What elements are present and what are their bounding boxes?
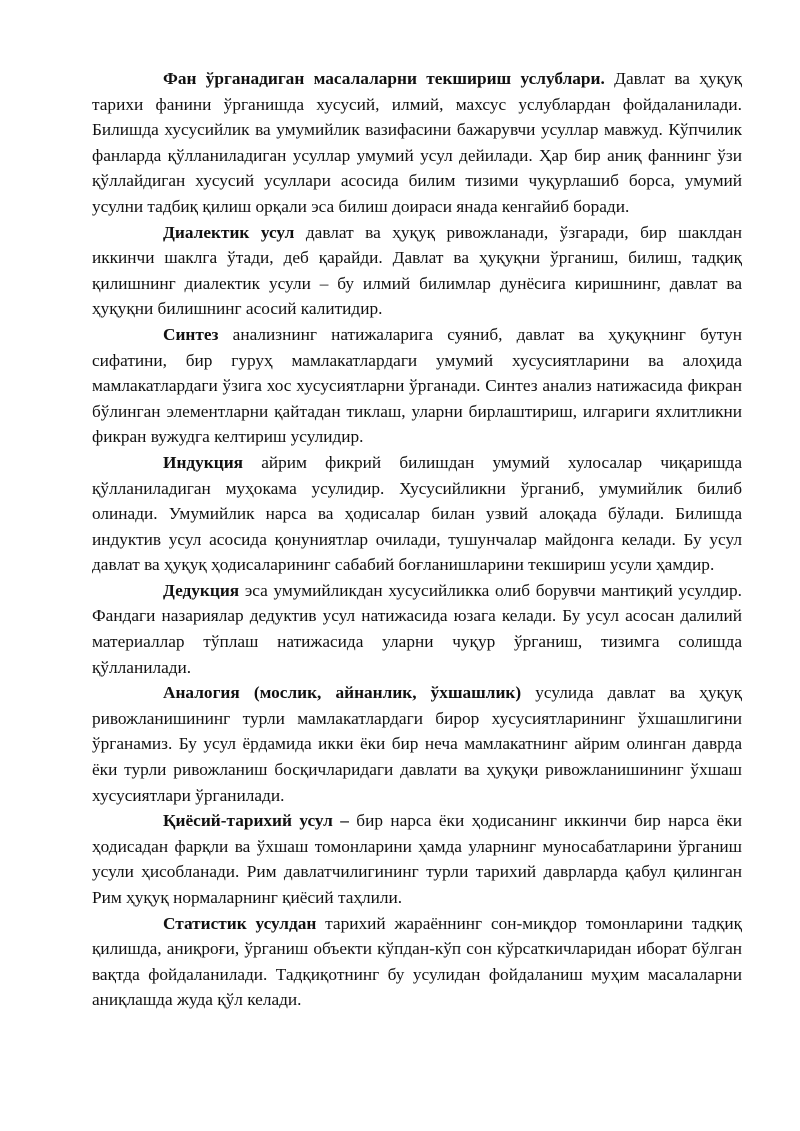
- paragraph-statistical: [92, 911, 742, 1013]
- paragraph-text: эса умумийликдан хусусийликка олиб борувчи мантиқий усулдир. Фандаги назариялар дедуктив усул натижасида юзага келади. Бу усул асосан далилий материаллар тўплаш натижасида уларни чуқур ўрганиш, тизимга солишда қўлланилади.: [92, 580, 742, 677]
- paragraph-text: тарихий жараённинг сон-миқдор томонларини тадқиқ қилишда, аниқроғи, ўрганиш объекти кўпдан-кўп сон кўрсаткичларидан иборат бўлган вақтда фойдаланилади. Тадқиқотнинг бу усулидан фойдаланиш муҳим масалаларни аниқлашда жуда қўл келади.: [92, 913, 743, 1010]
- term-synthesis: Синтез: [163, 324, 219, 344]
- document-page: [92, 66, 742, 1013]
- term-induction: Индукция: [163, 452, 244, 472]
- paragraph-text: анализнинг натижаларига суяниб, давлат ва ҳуқуқнинг бутун сифатини, бир гуруҳ мамлакатлардаги умумий хусусиятларини ва алоҳида мамлакатлардаги ўзига хос хусусиятларни ўрганади. Синтез анализ натижасида фикран бўлинган элементларни қайтадан тиклаш, уларни бирлаштириш, илгариги яхлитликни фикран вужудга келтириш усулидир.: [92, 324, 742, 447]
- term-statistical: Статистик усулдан: [163, 913, 317, 933]
- term-deduction: Дедукция: [163, 580, 240, 600]
- paragraph-induction: [92, 450, 742, 578]
- paragraph-text: усулида давлат ва ҳуқуқ ривожланишининг турли мамлакатлардаги бирор хусусиятларининг ўхшашлигини ўрганамиз. Бу усул ёрдамида икки ёки бир неча мамлакатнинг айрим олинган даврда ёки турли ривожланиш босқичларидаги давлати ва ҳуқуқи ривожланишининг ўхшаш хусусиятлари ўрганилади.: [92, 683, 742, 805]
- term-comparative: Қиёсий-тарихий усул –: [163, 811, 349, 831]
- term-methods: Фан ўрганадиган масалаларни текшириш услублари.: [163, 69, 605, 88]
- term-dialectic: Диалектик усул: [163, 222, 295, 242]
- paragraph-text: бир нарса ёки ҳодисанинг иккинчи бир нарса ёки ҳодисадан фарқли ва ўхшаш томонларини ҳамда уларнинг муносабатларини ўрганиш усули ҳисобланади. Рим давлатчилигининг турли тарихий даврларда қабул қилинган Рим ҳуқуқ нормаларнинг қиёсий таҳлили.: [92, 811, 742, 907]
- paragraph-text: давлат ва ҳуқуқ ривожланади, ўзгаради, бир шаклдан иккинчи шаклга ўтади, деб қарайди. Давлат ва ҳуқуқни ўрганиш, билиш, тадқиқ қилишнинг диалектик усули – бу илмий билимлар дунёсига киришнинг, давлат ва ҳуқуқни билишнинг асосий калитидир.: [92, 222, 742, 319]
- paragraph-text: Давлат ва ҳуқуқ тарихи фанини ўрганишда хусусий, илмий, махсус услублардан фойдаланилади. Билишда хусусийлик ва умумийлик вазифасини бажарувчи усуллар мавжуд. Кўпчилик фанларда қўлланиладиган усуллар умумий усул дейилади. Ҳар бир аниқ фаннинг ўзи қўллайдиган хусусий усуллари асосида билим тизими чуқурлашиб борса, умумий усулни тадбиқ қилиш орқали эса билиш доираси янада кенгайиб боради.: [92, 69, 742, 216]
- paragraph-analogy: [92, 680, 742, 808]
- paragraph-deduction: [92, 578, 742, 680]
- paragraph-text: айрим фикрий билишдан умумий хулосалар чиқаришда қўлланиладиган муҳокама усулидир. Хусусийликни ўрганиб, умумийлик билиб олинади. Умумийлик нарса ва ҳодисалар билан узвий алоқада бўлади. Билишда индуктив усул асосида қонуниятлар очилади, тушунчалар майдонга келади. Бу усул давлат ва ҳуқуқ ҳодисаларининг сабабий боғланишларини текшириш усули ҳамдир.: [92, 452, 742, 575]
- paragraph-methods: [92, 66, 742, 220]
- paragraph-synthesis: [92, 322, 742, 450]
- paragraph-comparative: [92, 808, 742, 910]
- paragraph-dialectic: [92, 220, 742, 322]
- term-analogy: Аналогия (мослик, айнанлик, ўхшашлик): [163, 683, 522, 703]
